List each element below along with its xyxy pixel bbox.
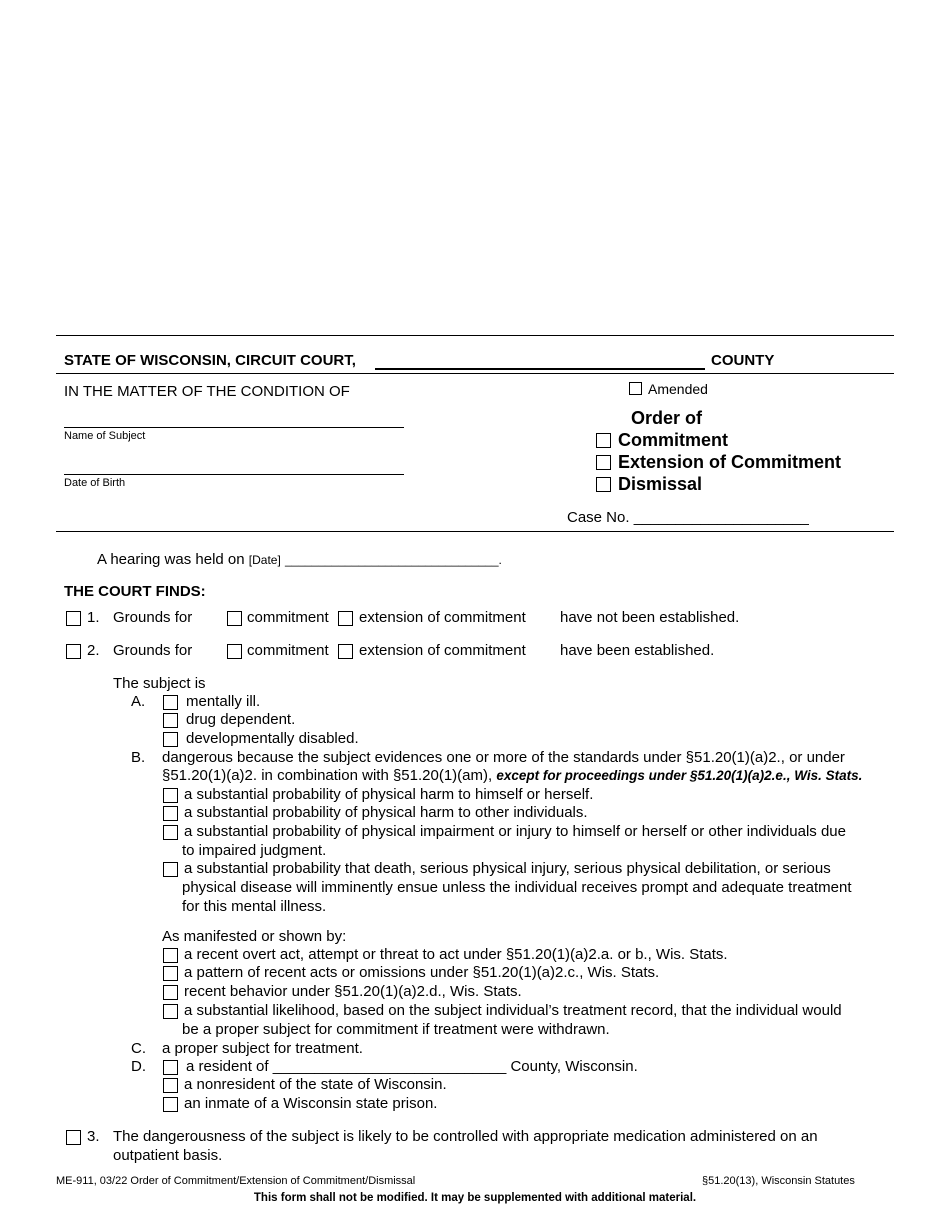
matter-label: IN THE MATTER OF THE CONDITION OF [64, 383, 350, 400]
court-finds-heading: THE COURT FINDS: [64, 583, 206, 600]
dismissal-title: Dismissal [618, 474, 703, 494]
form-id: ME-911, 03/22 Order of Commitment/Extension of Commitment/Dismissal [56, 1175, 416, 1187]
mentally-ill-checkbox[interactable] [163, 695, 178, 710]
section-b-line2 [162, 767, 862, 785]
finding-2-extension-checkbox[interactable] [338, 644, 353, 659]
finding-2-commitment-checkbox[interactable] [227, 644, 242, 659]
hearing-date-label: [Date] [248, 553, 281, 567]
overt-act-checkbox[interactable] [163, 948, 178, 963]
section-b-letter: B. [131, 749, 146, 766]
developmentally-disabled-label: developmentally disabled. [186, 730, 359, 747]
subject-is-label: The subject is [113, 675, 206, 692]
recent-behavior-label: recent behavior under §51.20(1)(a)2.d., Wis. Stats. [184, 983, 522, 1000]
harm-self-label: a substantial probability of physical harm to himself or herself. [184, 786, 594, 803]
overt-act-label: a recent overt act, attempt or threat to act under §51.20(1)(a)2.a. or b., Wis. Stats. [184, 946, 728, 963]
commitment-checkbox[interactable] [596, 433, 611, 448]
finding-1-grounds: Grounds for [113, 609, 193, 626]
finding-2-commitment-label: commitment [247, 642, 329, 659]
imminent-harm-line1: a substantial probability that death, serious physical injury, serious physical debilitation, or serious [184, 860, 831, 877]
case-number-field[interactable]: Case No. _____________________ [567, 509, 809, 526]
finding-2-checkbox[interactable] [66, 644, 81, 659]
date-of-birth-label: Date of Birth [64, 477, 126, 489]
harm-others-checkbox[interactable] [163, 806, 178, 821]
county-name-field[interactable] [375, 368, 705, 370]
order-of-title: Order of [631, 408, 703, 428]
recent-behavior-checkbox[interactable] [163, 985, 178, 1000]
finding-3-checkbox[interactable] [66, 1130, 81, 1145]
impaired-judgment-line1: a substantial probability of physical impairment or injury to himself or herself or other individuals due [184, 823, 846, 840]
hearing-line [97, 551, 502, 569]
finding-1-commitment-label: commitment [247, 609, 329, 626]
finding-3-number: 3. [87, 1128, 100, 1145]
dismissal-checkbox[interactable] [596, 477, 611, 492]
pattern-acts-checkbox[interactable] [163, 966, 178, 981]
finding-2-number: 2. [87, 642, 100, 659]
section-d-letter: D. [131, 1058, 146, 1075]
finding-2-grounds: Grounds for [113, 642, 193, 659]
amended-checkbox[interactable] [629, 382, 642, 395]
form-notice: This form shall not be modified. It may be supplemented with additional material. [253, 1192, 697, 1204]
imminent-harm-line3: for this mental illness. [182, 898, 327, 915]
drug-dependent-checkbox[interactable] [163, 713, 178, 728]
extension-title: Extension of Commitment [618, 452, 842, 472]
header-bottom-rule [56, 531, 894, 532]
extension-checkbox[interactable] [596, 455, 611, 470]
inmate-checkbox[interactable] [163, 1097, 178, 1112]
section-a-letter: A. [131, 693, 146, 710]
treatment-record-checkbox[interactable] [163, 1004, 178, 1019]
imminent-harm-line2: physical disease will imminently ensue unless the individual receives prompt and adequate treatment [182, 879, 852, 896]
drug-dependent-label: drug dependent. [186, 711, 296, 728]
harm-self-checkbox[interactable] [163, 788, 178, 803]
amended-label: Amended [648, 381, 708, 397]
finding-1-result: have not been established. [560, 609, 740, 626]
treatment-record-line2: be a proper subject for commitment if treatment were withdrawn. [182, 1021, 610, 1038]
imminent-harm-checkbox[interactable] [163, 862, 178, 877]
finding-1-commitment-checkbox[interactable] [227, 611, 242, 626]
impaired-judgment-line2: to impaired judgment. [182, 842, 327, 859]
section-c-letter: C. [131, 1040, 146, 1057]
county-label: COUNTY [711, 352, 775, 369]
finding-2-result: have been established. [560, 642, 715, 659]
finding-3-line1: The dangerousness of the subject is likely to be controlled with appropriate medication administered on an [113, 1128, 818, 1145]
date-of-birth-field[interactable] [64, 474, 404, 475]
commitment-title: Commitment [618, 430, 729, 450]
finding-3-line2: outpatient basis. [113, 1147, 223, 1164]
resident-checkbox[interactable] [163, 1060, 178, 1075]
hearing-prefix: A hearing was held on [97, 551, 245, 568]
top-rule [56, 335, 894, 336]
section-b-line1: dangerous because the subject evidences one or more of the standards under §51.20(1)(a)2., or under [162, 749, 845, 766]
section-b-line2-text: §51.20(1)(a)2. in combination with §51.20(1)(am), [162, 767, 493, 784]
nonresident-label: a nonresident of the state of Wisconsin. [184, 1076, 447, 1093]
manifested-label: As manifested or shown by: [162, 928, 347, 945]
name-of-subject-label: Name of Subject [64, 430, 146, 442]
mentally-ill-label: mentally ill. [186, 693, 261, 710]
finding-1-extension-checkbox[interactable] [338, 611, 353, 626]
pattern-acts-label: a pattern of recent acts or omissions under §51.20(1)(a)2.c., Wis. Stats. [184, 964, 660, 981]
name-of-subject-field[interactable] [64, 427, 404, 428]
court-label: STATE OF WISCONSIN, CIRCUIT COURT, [64, 352, 356, 369]
developmentally-disabled-checkbox[interactable] [163, 732, 178, 747]
impaired-judgment-checkbox[interactable] [163, 825, 178, 840]
harm-others-label: a substantial probability of physical harm to other individuals. [184, 804, 588, 821]
section-c-text: a proper subject for treatment. [162, 1040, 363, 1057]
header-rule [56, 373, 894, 374]
resident-label: a resident of ____________________________ County, Wisconsin. [186, 1058, 638, 1075]
inmate-label: an inmate of a Wisconsin state prison. [184, 1095, 438, 1112]
section-b-exception: except for proceedings under §51.20(1)(a)2.e., Wis. Stats. [496, 768, 863, 783]
finding-2-extension-label: extension of commitment [359, 642, 526, 659]
nonresident-checkbox[interactable] [163, 1078, 178, 1093]
statute-reference: §51.20(13), Wisconsin Statutes [702, 1175, 855, 1187]
hearing-date-field[interactable]: ________________________________. [284, 553, 502, 567]
finding-1-extension-label: extension of commitment [359, 609, 526, 626]
finding-1-checkbox[interactable] [66, 611, 81, 626]
treatment-record-line1: a substantial likelihood, based on the subject individual’s treatment record, that the individual would [184, 1002, 842, 1019]
finding-1-number: 1. [87, 609, 100, 626]
